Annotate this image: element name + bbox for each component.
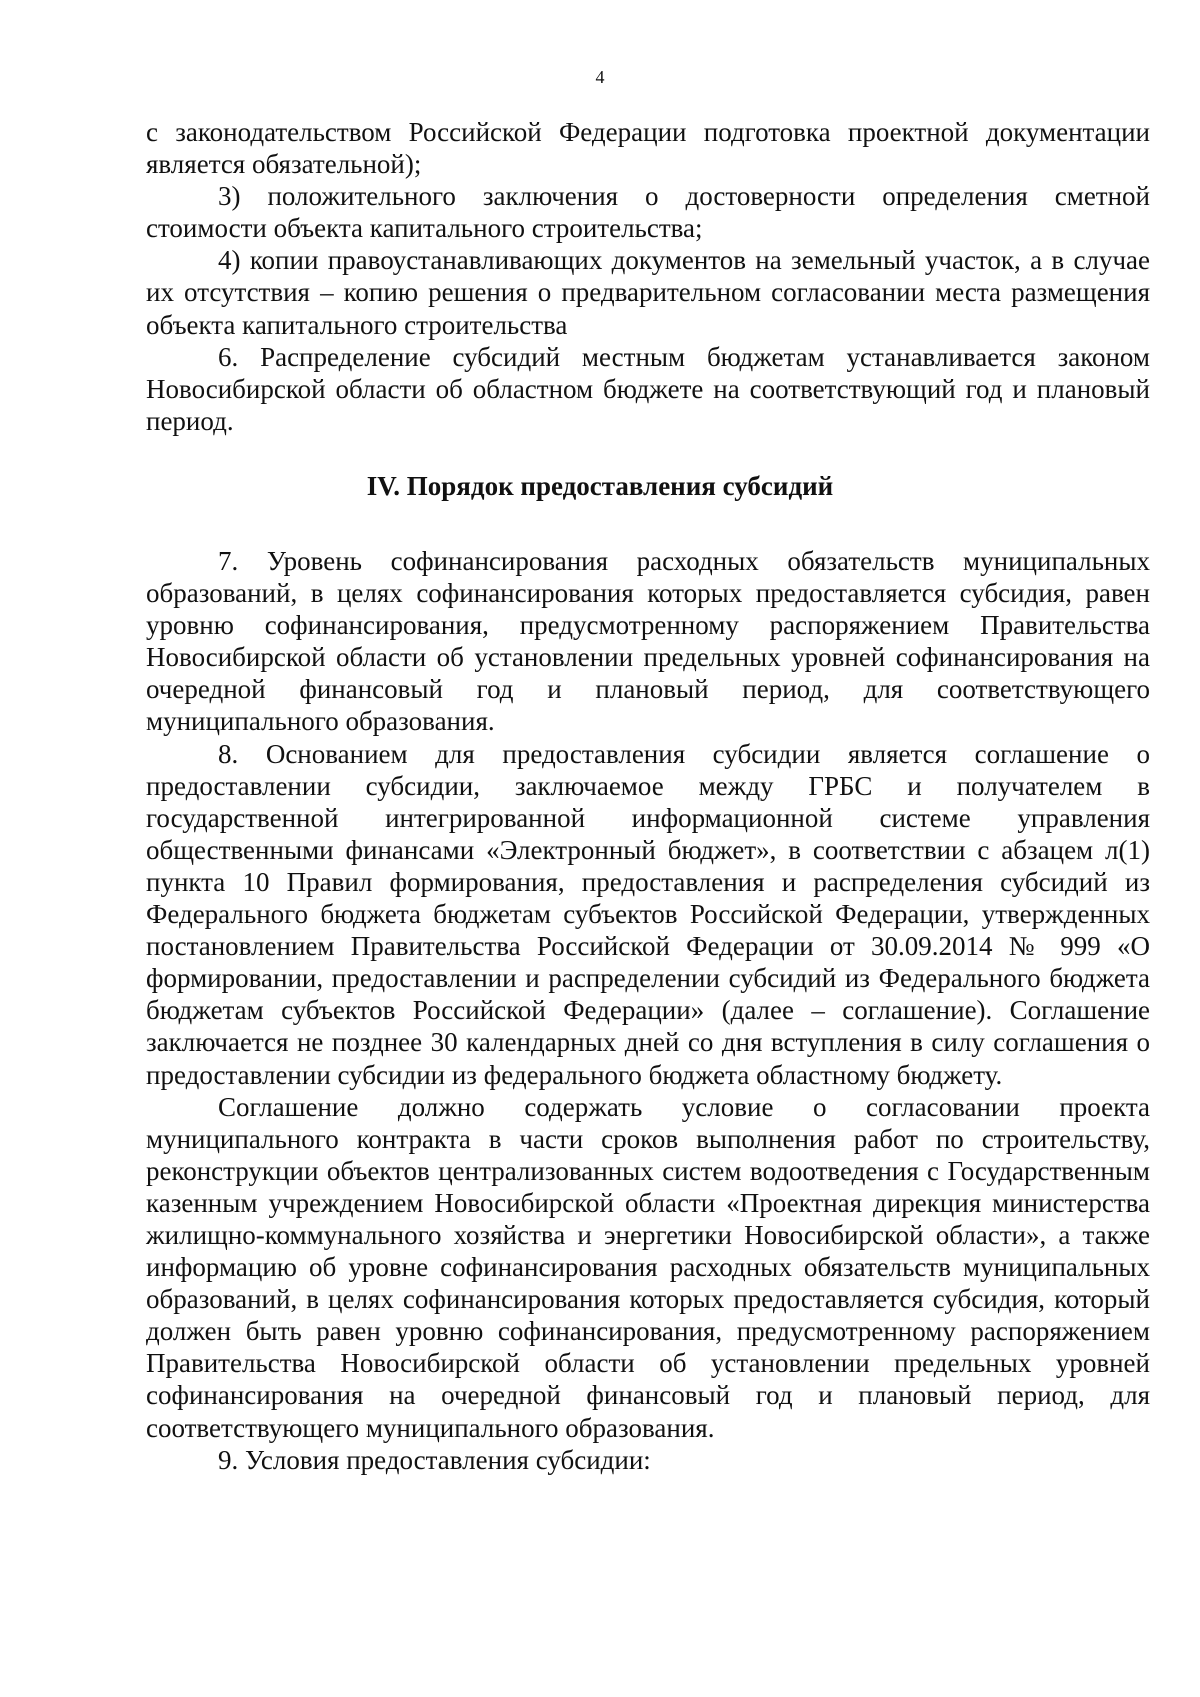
paragraph-clause-6: 6. Распределение субсидий местным бюджетам устанавливается законом Новосибирской области об областном бюджете на соответствующий год и плановый период. [146,341,1150,436]
section-heading: IV. Порядок предоставления субсидий [366,471,834,501]
page-number: 4 [595,67,605,87]
paragraph-continuation: с законодательством Российской Федерации подготовка проектной документации является обязательной); [146,117,1150,180]
text-block-top [146,116,1150,437]
paragraph-clause-8: 8. Основанием для предоставления субсидии является соглашение о предоставлении субсидии, заключаемое между ГРБС и получателем в государственной интегрированной информационной системе управления общественными финансами «Электронный бюджет», в соответствии с абзацем л(1) пункта 10 Правил формирования, предоставления и распределения субсидий из Федерального бюджета бюджетам субъектов Российской Федерации, утвержденных постановлением Правительства Российской Федерации от 30.09.2014 № 999 «О формировании, предоставлении и распределении субсидий из Федерального бюджета бюджетам субъектов Российской Федерации» (далее – соглашение). Соглашение заключается не позднее 30 календарных дней со дня вступления в силу соглашения о предоставлении субсидии из федерального бюджета областному бюджету. [146,738,1150,1090]
paragraph-item-3: 3) положительного заключения о достоверности определения сметной стоимости объекта капитального строительства; [146,181,1150,244]
paragraph-agreement-terms: Соглашение должно содержать условие о согласовании проекта муниципального контракта в части сроков выполнения работ по строительству, реконструкции объектов централизованных систем водоотведения с Государственным казенным учреждением Новосибирской области «Проектная дирекция министерства жилищно-коммунального хозяйства и энергетики Новосибирской области», а также информацию об уровне софинансирования расходных обязательств муниципальных образований, в целях софинансирования которых предоставляется субсидия, который должен быть равен уровню софинансирования, предусмотренному распоряжением Правительства Новосибирской области об установлении предельных уровней софинансирования на очередной финансовый год и плановый период, для соответствующего муниципального образования. [146,1091,1150,1443]
paragraph-clause-7: 7. Уровень софинансирования расходных обязательств муниципальных образований, в целях софинансирования которых предоставляется субсидия, равен уровню софинансирования, предусмотренному распоряжением Правительства Новосибирской области об установлении предельных уровней софинансирования на очередной финансовый год и плановый период, для соответствующего муниципального образования. [146,546,1150,737]
text-block-bottom [146,545,1150,1476]
paragraph-item-4: 4) копии правоустанавливающих документов на земельный участок, а в случае их отсутствия – копию решения о предварительном согласовании места размещения объекта капитального строительства [146,245,1150,340]
paragraph-clause-9: 9. Условия предоставления субсидии: [218,1444,651,1475]
